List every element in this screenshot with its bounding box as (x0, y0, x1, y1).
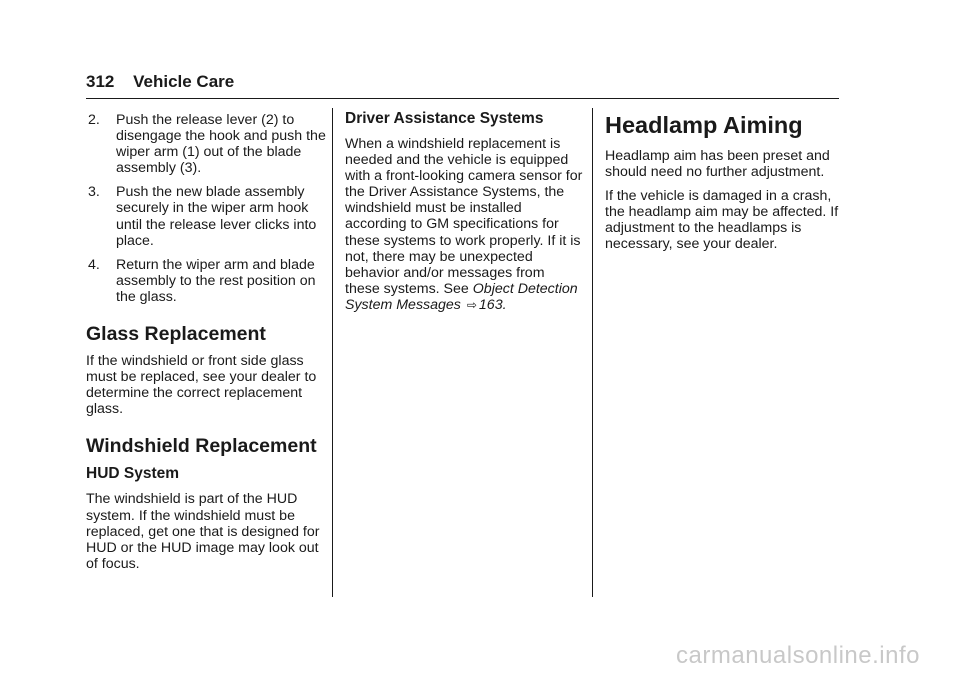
column-divider-2 (592, 108, 593, 597)
wiper-steps-list (86, 112, 326, 305)
list-item (86, 112, 326, 176)
column-3 (605, 110, 841, 261)
windshield-replacement-heading: Windshield Replacement (86, 435, 317, 458)
glass-replacement-text: If the windshield or front side glass must be replaced, see your dealer to determine the correct replacement glass. (86, 353, 317, 418)
step-text: Push the release lever (2) to disengage the hook and push the wiper arm (1) out of the blade assembly (3). (116, 112, 326, 177)
headlamp-aiming-heading: Headlamp Aiming (605, 112, 803, 138)
watermark: carmanualsonline.info (676, 642, 920, 669)
headlamp-para-2: If the vehicle is damaged in a crash, the headlamp aim may be affected. If adjustment to the headlamps is necessary, see your dealer. (605, 188, 839, 253)
step-text: Push the new blade assembly securely in the wiper arm hook until the release lever clicks into place. (116, 184, 317, 249)
page-number: 312 (86, 72, 115, 91)
driver-assistance-body: When a windshield replacement is needed and the vehicle is equipped with a front-looking camera sensor for the Driver Assistance Systems, the windshield must be installed according to GM specifications for these systems to work properly. If it is not, there may be unexpected behavior and/or messages from these systems. See (345, 136, 583, 297)
page-header (86, 72, 234, 92)
driver-assistance-text (345, 136, 583, 313)
xref-page-number[interactable]: 163 (478, 296, 503, 313)
column-divider-1 (332, 108, 333, 597)
driver-assistance-heading: Driver Assistance Systems (345, 110, 544, 127)
object-detection-xref-link[interactable]: Object Detection System Messages (345, 280, 578, 313)
glass-replacement-heading: Glass Replacement (86, 323, 266, 346)
list-item (86, 257, 326, 305)
page-reference-icon: ⇨ (466, 297, 477, 312)
step-number: 3. (88, 184, 100, 201)
header-rule (86, 98, 839, 99)
hud-system-heading: HUD System (86, 465, 180, 483)
column-1 (86, 112, 326, 580)
xref-period: . (502, 296, 507, 313)
list-item (86, 184, 326, 248)
hud-system-text: The windshield is part of the HUD system. If the windshield must be replaced, get one that is designed for HUD or the HUD image may look out of focus. (86, 491, 320, 572)
step-number: 2. (88, 112, 100, 128)
step-number: 4. (88, 256, 100, 273)
section-title: Vehicle Care (133, 72, 235, 91)
column-2 (345, 110, 583, 321)
step-text: Return the wiper arm and blade assembly to the rest position on the glass. (116, 256, 316, 305)
headlamp-para-1: Headlamp aim has been preset and should need no further adjustment. (605, 148, 830, 181)
